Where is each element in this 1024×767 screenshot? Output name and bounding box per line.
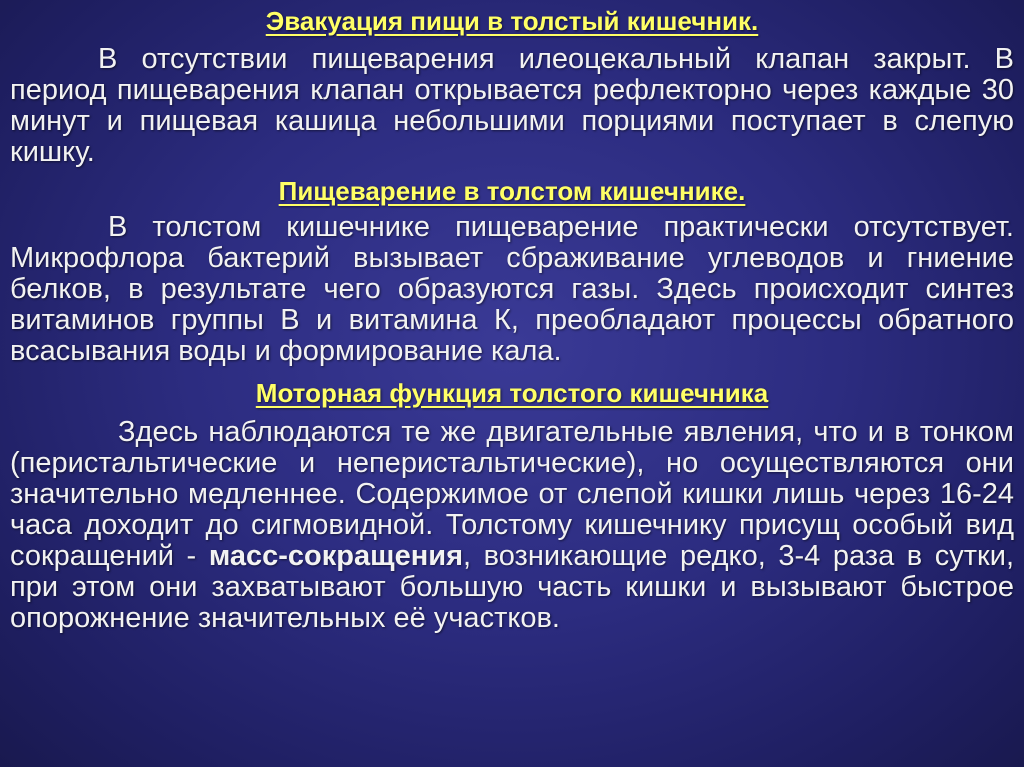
paragraph-motor-text-before: Здесь наблюдаются те же двигательные явления, что и в тонком (перистальтические и неперистальтические), но осуществляются они значительно медленнее. Содержимое от слепой кишки лишь через 16-24 часа доходит до сигмовидной. Толстому кишечнику присущ особый вид сокращений -	[10, 416, 1014, 572]
paragraph-motor-function	[10, 417, 1014, 634]
heading-evacuation: Эвакуация пищи в толстый кишечник.	[265, 6, 759, 36]
paragraph-motor-text-after: , возникающие редко, 3-4 раза в сутки, при этом они захватывают большую часть кишки и вызывают быстрое опорожнение значительных её участков.	[10, 540, 1015, 634]
heading-digestion: Пищеварение в толстом кишечнике.	[278, 176, 746, 206]
bold-term-mass-contractions: масс-сокращения	[208, 540, 463, 572]
paragraph-digestion-text: В толстом кишечнике пищеварение практически отсутствует. Микрофлора бактерий вызывает сбраживание углеводов и гниение белков, в результате чего образуются газы. Здесь происходит синтез витаминов группы В и витамина К, преобладают процессы обратного всасывания воды и формирование кала.	[10, 211, 1014, 367]
heading-motor-function: Моторная функция толстого кишечника	[255, 378, 769, 408]
paragraph-evacuation-text: В отсутствии пищеварения илеоцекальный клапан закрыт. В период пищеварения клапан открывается рефлекторно через каждые 30 минут и пищевая кашица небольшими порциями поступает в слепую кишку.	[10, 43, 1014, 168]
slide-content	[10, 0, 1014, 634]
paragraph-digestion	[10, 212, 1014, 367]
paragraph-evacuation	[10, 44, 1014, 168]
